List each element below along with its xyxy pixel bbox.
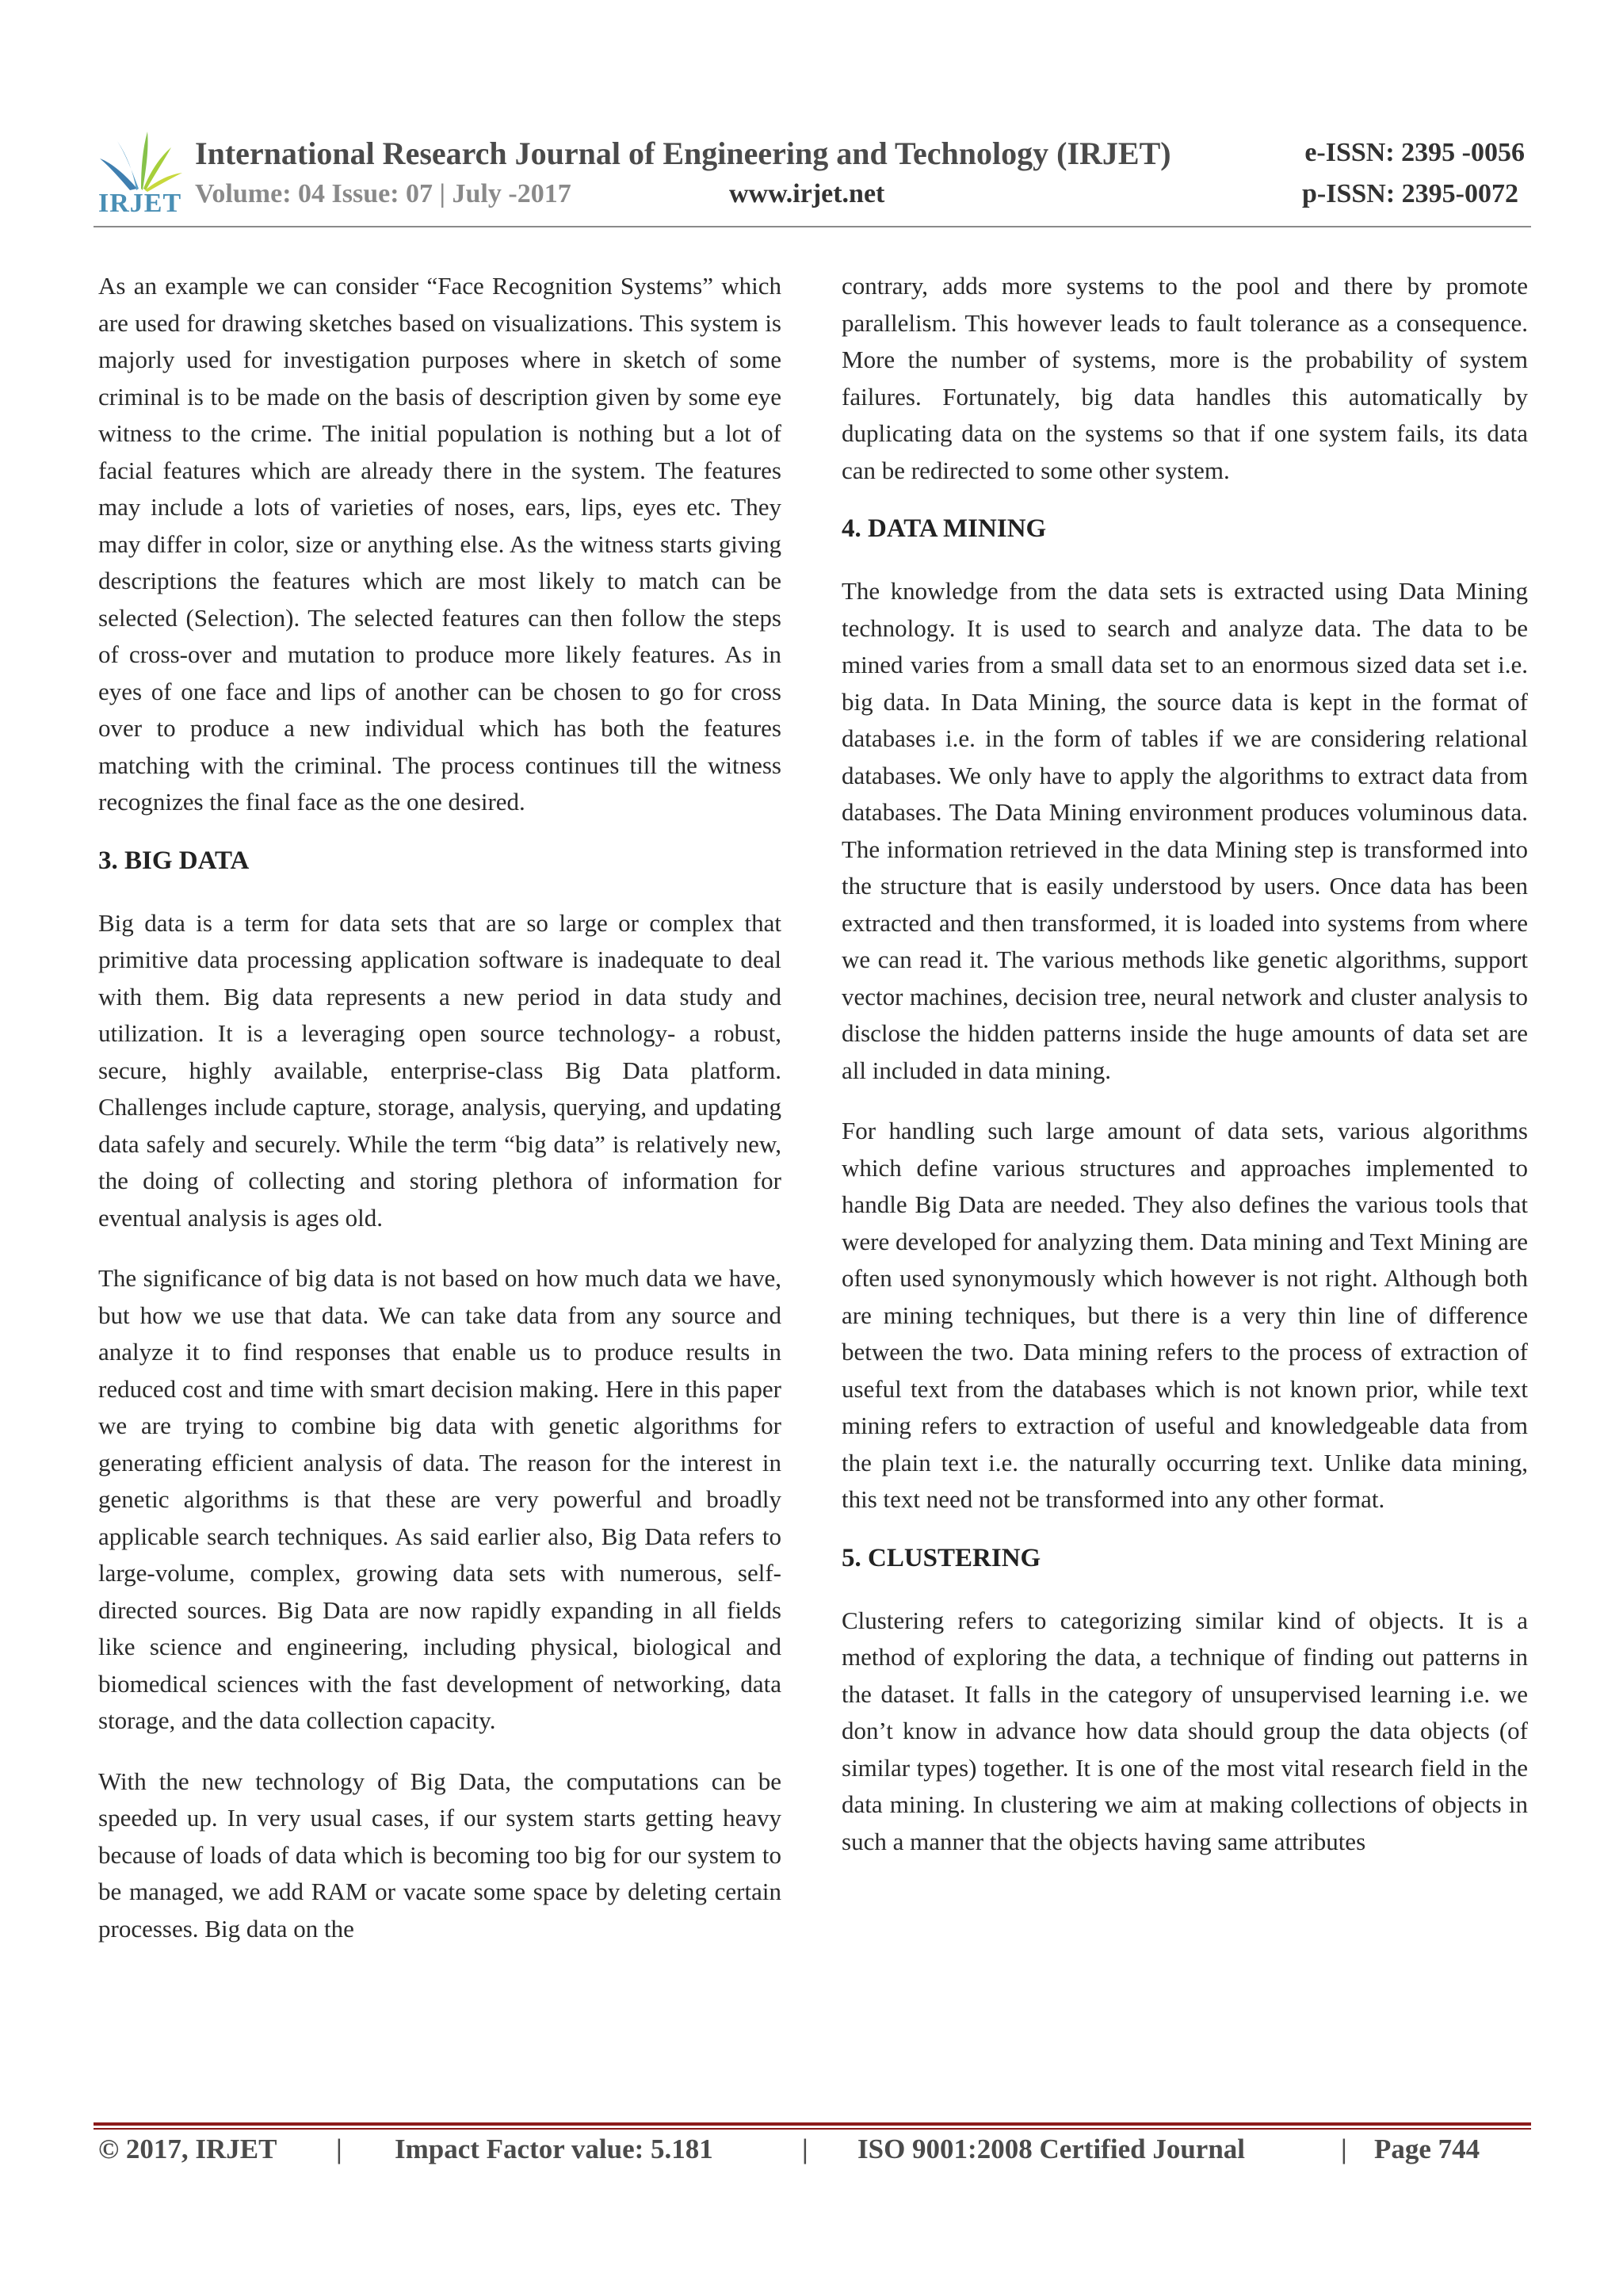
footer-separator: | — [336, 2134, 342, 2164]
footer-divider-thick — [94, 2122, 1531, 2126]
footer-iso-certification: ISO 9001:2008 Certified Journal — [857, 2134, 1246, 2164]
paragraph-big-data-computation: With the new technology of Big Data, the computations can be speeded up. In very usual cases, if our system starts getting heavy because of loads of data which is becoming too big for our system to be managed, we add RAM or vacate some space by deleting certain processes. Big data on the — [98, 1767, 781, 1943]
paragraph-big-data-definition: Big data is a term for data sets that are so large or complex that primitive data processing application software is inadequate to deal with them. Big data represents a new period in data study and utilization. It is a leveraging open source technology- a robust, secure, highly available, enterprise-class Big Data platform. Challenges include capture, storage, analysis, querying, and updating data safely and securely. While the term “big data” is relatively new, the doing of collecting and storing plethora of information for eventual analysis is ages old. — [98, 908, 781, 1232]
paragraph-data-mining-text-mining: For handling such large amount of data sets, various algorithms which define various structures and approaches implemented to handle Big Data are needed. They also defines the various tools that were developed for analyzing them. Data mining and Text Mining are often used synonymously which however is not right. Although both are mining techniques, but there is a very thin line of difference between the two. Data mining refers to the process of extraction of useful text from the databases which is not known prior, while text mining refers to extraction of useful and knowledgeable data from the plain text i.e. the naturally occurring text. Unlike data mining, this text need not be transformed into any other format. — [842, 1117, 1528, 1513]
footer-separator: | — [1341, 2134, 1347, 2164]
e-issn: e-ISSN: 2395 -0056 — [1304, 138, 1525, 167]
paragraph-clustering: Clustering refers to categorizing similar kind of objects. It is a method of exploring the data, a technique of finding out patterns in the dataset. It falls in the category of unsupervised learning i.e. we don’t know in advance how data should group the data objects (of similar types) together. It is one of the most vital research field in the data mining. In clustering we aim at making collections of objects in such a manner that the objects having same attributes — [842, 1606, 1528, 1855]
page-footer — [98, 2134, 1541, 2178]
paragraph-big-data-significance: The significance of big data is not based on how much data we have, but how we use that data. We can take data from any source and analyze it to find responses that enable us to produce results in reduced cost and time with smart decision making. Here in this paper we are trying to combine big data with genetic algorithms for generating efficient analysis of data. The reason for the interest in genetic algorithms is that these are very powerful and broadly applicable search techniques. As said earlier also, Big Data refers to large-volume, complex, growing data sets with numerous, self-directed sources. Big Data are now rapidly expanding in all fields like science and engineering, including physical, biological and biomedical sciences with the fast development of networking, data storage, and the data collection capacity. — [98, 1264, 781, 1734]
footer-separator: | — [802, 2134, 808, 2164]
journal-header — [94, 119, 1544, 230]
footer-impact-factor: Impact Factor value: 5.181 — [395, 2134, 713, 2164]
heading-big-data: 3. BIG DATA — [98, 846, 250, 875]
left-column — [98, 268, 781, 1971]
footer-page-number: Page 744 — [1374, 2134, 1480, 2164]
heading-data-mining: 4. DATA MINING — [842, 514, 1047, 543]
journal-title: International Research Journal of Engineering and Technology (IRJET) — [195, 136, 1171, 171]
logo-wordmark: IRJET — [98, 189, 182, 218]
paragraph-face-recognition: As an example we can consider “Face Recognition Systems” which are used for drawing sketches based on visualizations. This system is majorly used for investigation purposes where in sketch of some criminal is to be made on the basis of description given by some eye witness to the crime. The initial population is nothing but a lot of facial features which are already there in the system. The features may include a lots of varieties of noses, ears, lips, eyes etc. They may differ in color, size or anything else. As the witness starts giving descriptions the features which are most likely to match can be selected (Selection). The selected features can then follow the steps of cross-over and mutation to produce more likely features. As in eyes of one face and lips of another can be chosen to go for cross over to produce a new individual which has both the features matching with the criminal. The process continues till the witness recognizes the final face as the one desired. — [98, 272, 781, 816]
p-issn: p-ISSN: 2395-0072 — [1302, 179, 1518, 208]
paragraph-big-data-continued: contrary, adds more systems to the pool and there by promote parallelism. This however leads to fault tolerance as a consequence. More the number of systems, more is the probability of system failures. Fortunately, big data handles this automatically by duplicating data on the systems so that if one system fails, its data can be redirected to some other system. — [842, 272, 1528, 484]
right-column — [842, 268, 1528, 1884]
header-divider — [94, 226, 1531, 227]
volume-issue: Volume: 04 Issue: 07 | July -2017 — [195, 179, 571, 208]
paragraph-data-mining-intro: The knowledge from the data sets is extracted using Data Mining technology. It is used to search and analyze data. The data to be mined varies from a small data set to an enormous sized data set i.e. big data. In Data Mining, the source data is kept in the format of databases i.e. in the form of tables if we are considering relational databases. We only have to apply the algorithms to extract data from databases. The Data Mining environment produces voluminous data. The information retrieved in the data Mining step is transformed into the structure that is easily understood by users. Once data has been extracted and then transformed, it is loaded into systems from where we can read it. The various methods like genetic algorithms, support vector machines, decision tree, neural network and cluster analysis to disclose the hidden patterns inside the huge amounts of data set are all included in data mining. — [842, 577, 1528, 1084]
footer-copyright: © 2017, IRJET — [98, 2134, 277, 2164]
journal-url[interactable]: www.irjet.net — [729, 179, 885, 208]
footer-divider-thin — [94, 2128, 1531, 2130]
heading-clustering: 5. CLUSTERING — [842, 1543, 1041, 1572]
